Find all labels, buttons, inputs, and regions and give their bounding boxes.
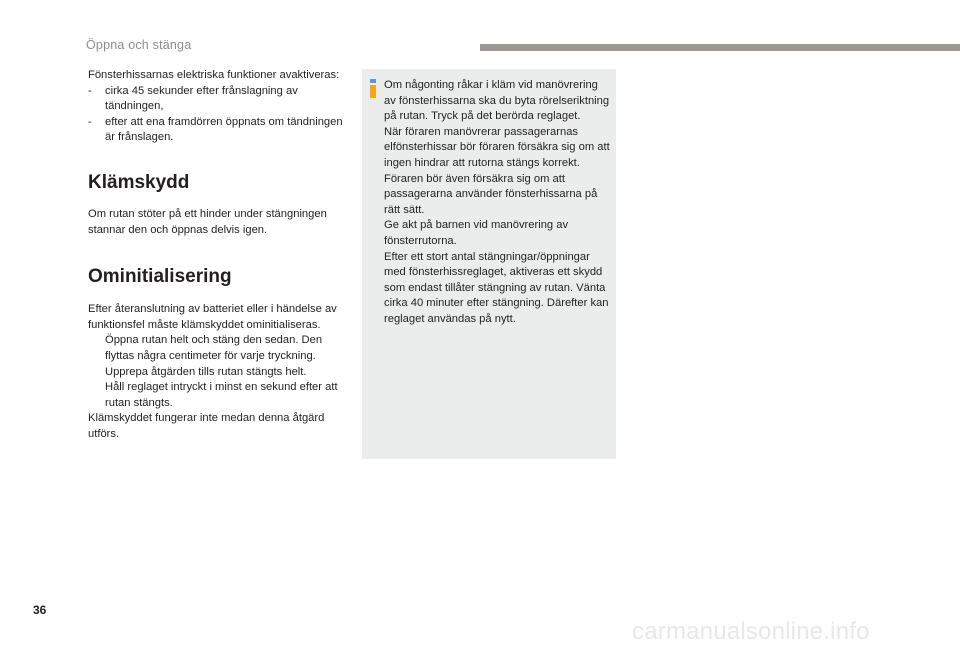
list-item-text: cirka 45 sekunder efter frånslagning av tändningen, — [105, 84, 298, 113]
list-item — [88, 84, 348, 115]
page-number: 36 — [33, 603, 47, 617]
klamskydd-text: Om rutan stöter på ett hinder under stängningen stannar den och öppnas delvis igen. — [88, 207, 327, 236]
note-paragraph: Föraren bör även försäkra sig om att passagerarna använder fönsterhissarna på rätt sätt. — [384, 172, 598, 216]
step-text: Öppna rutan helt och stäng den sedan. Den flyttas några centimeter för varje tryckning. Upprepa åtgärden tills rutan stängts helt. — [105, 334, 323, 378]
ominitialisering-footer: Klämskyddet fungerar inte medan denna åtgärd utförs. — [88, 412, 325, 440]
note-box — [362, 69, 616, 459]
step-item — [88, 380, 348, 411]
step-text: Håll reglaget intryckt i minst en sekund efter att rutan stängts. — [105, 381, 338, 409]
left-column — [88, 68, 348, 443]
info-icon — [369, 79, 377, 98]
step-item — [88, 333, 348, 380]
heading-ominitialisering: Ominitialisering — [88, 266, 232, 288]
note-paragraph: Efter ett stort antal stängningar/öppningar med fönsterhissreglaget, aktiveras ett skydd som endast tillåter stängning av rutan. Vänta cirka 40 minuter efter stängning. Därefter kan reglaget användas på nytt. — [384, 250, 609, 325]
note-paragraph: Om någonting råkar i kläm vid manövrering av fönsterhissarna ska du byta rörelseriktning på rutan. Tryck på det berörda reglaget. — [384, 79, 610, 123]
intro-text: Fönsterhissarnas elektriska funktioner avaktiveras: — [88, 69, 340, 81]
dash-mark: - — [88, 84, 92, 97]
header-bar — [480, 44, 960, 51]
list-item — [88, 115, 348, 146]
list-item-text: efter att ena framdörren öppnats om tändningen är frånslagen. — [105, 115, 343, 144]
watermark: carmanualsonline.info — [632, 618, 870, 645]
dash-mark: - — [88, 115, 92, 128]
section-title: Öppna och stänga — [86, 38, 192, 52]
ominitialisering-text: Efter återanslutning av batteriet eller i händelse av funktionsfel måste klämskyddet ominitialiseras. — [88, 303, 337, 331]
note-paragraph: Ge akt på barnen vid manövrering av fönsterrutorna. — [384, 219, 569, 247]
note-text — [384, 78, 612, 328]
note-paragraph: När föraren manövrerar passagerarnas elfönsterhissar bör föraren försäkra sig om att ingen hindrar att rutorna stängs korrekt. — [384, 125, 610, 169]
heading-klamskydd: Klämskydd — [88, 171, 190, 193]
